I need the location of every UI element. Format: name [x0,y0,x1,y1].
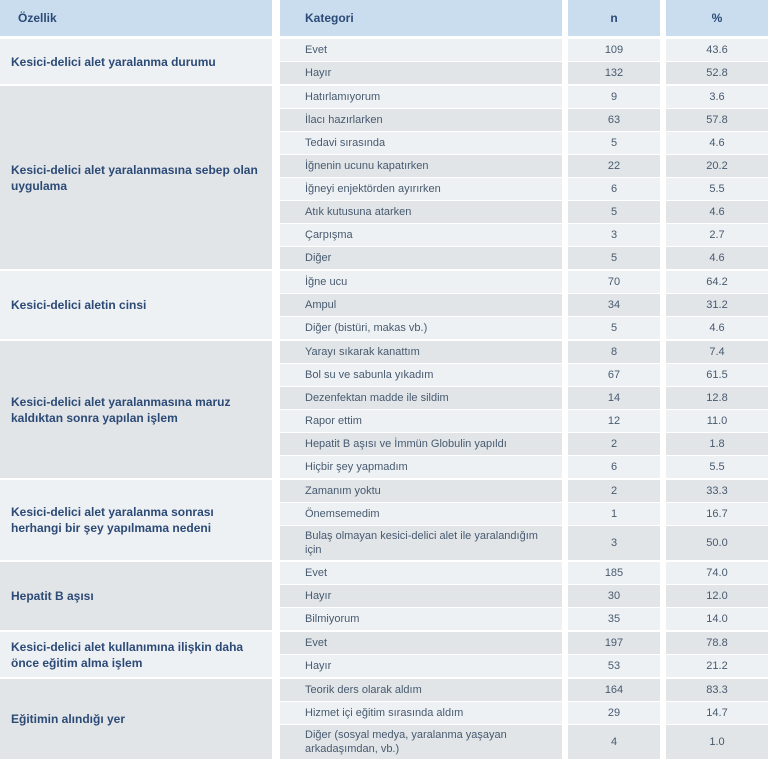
n-value-cell: 3 [568,224,660,246]
table-row [280,562,768,584]
percent-value-cell: 1.8 [666,433,768,455]
n-value-cell: 34 [568,294,660,316]
category-cell: Zamanım yoktu [280,480,562,502]
table-body [0,39,768,759]
category-cell: Atık kutusuna atarken [280,201,562,223]
percent-value-cell: 74.0 [666,562,768,584]
percent-value-cell: 78.8 [666,632,768,654]
table-group [0,679,768,759]
column-header-n: n [568,0,660,36]
category-cell: Bulaş olmayan kesici-delici alet ile yaralandığım için [280,526,562,560]
n-value-cell: 6 [568,178,660,200]
n-value-cell: 22 [568,155,660,177]
column-header-ozellik: Özellik [0,0,272,36]
table-row [280,271,768,293]
category-cell: Hizmet içi eğitim sırasında aldım [280,702,562,724]
category-cell: Yarayı sıkarak kanattım [280,341,562,363]
table-group [0,86,768,269]
table-row [280,294,768,316]
percent-value-cell: 1.0 [666,725,768,759]
category-cell: Evet [280,562,562,584]
table-row [280,632,768,654]
category-cell: İğneyi enjektörden ayırırken [280,178,562,200]
n-value-cell: 6 [568,456,660,478]
category-cell: Diğer (sosyal medya, yaralanma yaşayan arkadaşımdan, vb.) [280,725,562,759]
category-cell: Hiçbir şey yapmadım [280,456,562,478]
table-row [280,317,768,339]
percent-value-cell: 20.2 [666,155,768,177]
table-row [280,725,768,759]
n-value-cell: 63 [568,109,660,131]
n-value-cell: 9 [568,86,660,108]
group-rows [280,341,768,478]
n-value-cell: 5 [568,132,660,154]
n-value-cell: 185 [568,562,660,584]
group-label-cell: Kesici-delici alet yaralanma sonrası herhangi bir şey yapılmama nedeni [0,480,272,560]
table-row [280,62,768,84]
category-cell: Hatırlamıyorum [280,86,562,108]
n-value-cell: 3 [568,526,660,560]
group-rows [280,271,768,339]
table-row [280,155,768,177]
category-cell: Teorik ders olarak aldım [280,679,562,701]
n-value-cell: 35 [568,608,660,630]
group-rows [280,679,768,759]
n-value-cell: 53 [568,655,660,677]
group-label-cell: Kesici-delici alet yaralanmasına sebep olan uygulama [0,86,272,269]
n-value-cell: 1 [568,503,660,525]
percent-value-cell: 61.5 [666,364,768,386]
category-cell: Hayır [280,62,562,84]
category-cell: İğnenin ucunu kapatırken [280,155,562,177]
percent-value-cell: 64.2 [666,271,768,293]
percent-value-cell: 12.8 [666,387,768,409]
category-cell: Hayır [280,655,562,677]
table-group [0,632,768,677]
group-rows [280,562,768,630]
group-rows [280,480,768,560]
category-cell: Tedavi sırasında [280,132,562,154]
percent-value-cell: 83.3 [666,679,768,701]
table-row [280,702,768,724]
group-label-cell: Kesici-delici alet yaralanmasına maruz kaldıktan sonra yapılan işlem [0,341,272,478]
table-group [0,341,768,478]
group-label-cell: Kesici-delici aletin cinsi [0,271,272,339]
category-cell: Önemsemedim [280,503,562,525]
n-value-cell: 197 [568,632,660,654]
category-cell: Ampul [280,294,562,316]
group-rows [280,39,768,84]
n-value-cell: 2 [568,433,660,455]
n-value-cell: 70 [568,271,660,293]
n-value-cell: 132 [568,62,660,84]
category-cell: Bilmiyorum [280,608,562,630]
table-group [0,271,768,339]
n-value-cell: 5 [568,317,660,339]
table-row [280,39,768,61]
category-cell: Diğer [280,247,562,269]
table-row [280,247,768,269]
percent-value-cell: 16.7 [666,503,768,525]
table-row [280,433,768,455]
percent-value-cell: 33.3 [666,480,768,502]
group-rows [280,86,768,269]
table-row [280,480,768,502]
percent-value-cell: 14.7 [666,702,768,724]
table-row [280,608,768,630]
category-cell: İğne ucu [280,271,562,293]
table-row [280,410,768,432]
category-cell: Evet [280,632,562,654]
column-header-percent: % [666,0,768,36]
table-row [280,456,768,478]
n-value-cell: 2 [568,480,660,502]
table-row [280,224,768,246]
n-value-cell: 164 [568,679,660,701]
table-group [0,480,768,560]
group-label-cell: Eğitimin alındığı yer [0,679,272,759]
n-value-cell: 67 [568,364,660,386]
n-value-cell: 30 [568,585,660,607]
table-header-row [0,0,768,36]
table-group [0,562,768,630]
table-row [280,679,768,701]
percent-value-cell: 4.6 [666,247,768,269]
group-label-cell: Hepatit B aşısı [0,562,272,630]
table-row [280,387,768,409]
percent-value-cell: 5.5 [666,178,768,200]
n-value-cell: 8 [568,341,660,363]
table-row [280,585,768,607]
percent-value-cell: 4.6 [666,317,768,339]
percent-value-cell: 52.8 [666,62,768,84]
percent-value-cell: 57.8 [666,109,768,131]
table-group [0,39,768,84]
percent-value-cell: 43.6 [666,39,768,61]
table-row [280,364,768,386]
table-row [280,201,768,223]
percent-value-cell: 7.4 [666,341,768,363]
category-cell: Hayır [280,585,562,607]
n-value-cell: 14 [568,387,660,409]
n-value-cell: 109 [568,39,660,61]
percent-value-cell: 11.0 [666,410,768,432]
group-rows [280,632,768,677]
group-label-cell: Kesici-delici alet yaralanma durumu [0,39,272,84]
category-cell: Bol su ve sabunla yıkadım [280,364,562,386]
category-cell: Rapor ettim [280,410,562,432]
table-row [280,109,768,131]
category-cell: Evet [280,39,562,61]
percent-value-cell: 31.2 [666,294,768,316]
table-row [280,655,768,677]
table-row [280,503,768,525]
group-label-cell: Kesici-delici alet kullanımına ilişkin daha önce eğitim alma işlem [0,632,272,677]
category-cell: Diğer (bistüri, makas vb.) [280,317,562,339]
percent-value-cell: 2.7 [666,224,768,246]
percent-value-cell: 4.6 [666,201,768,223]
category-cell: Dezenfektan madde ile sildim [280,387,562,409]
category-cell: Hepatit B aşısı ve İmmün Globulin yapıldı [280,433,562,455]
percent-value-cell: 50.0 [666,526,768,560]
n-value-cell: 5 [568,247,660,269]
n-value-cell: 4 [568,725,660,759]
table-row [280,86,768,108]
percent-value-cell: 5.5 [666,456,768,478]
percent-value-cell: 21.2 [666,655,768,677]
n-value-cell: 29 [568,702,660,724]
category-cell: İlacı hazırlarken [280,109,562,131]
table-row [280,132,768,154]
percent-value-cell: 4.6 [666,132,768,154]
table-row [280,526,768,560]
n-value-cell: 5 [568,201,660,223]
n-value-cell: 12 [568,410,660,432]
column-header-kategori: Kategori [280,0,562,36]
category-cell: Çarpışma [280,224,562,246]
percent-value-cell: 14.0 [666,608,768,630]
table-row [280,341,768,363]
percent-value-cell: 12.0 [666,585,768,607]
table-row [280,178,768,200]
percent-value-cell: 3.6 [666,86,768,108]
